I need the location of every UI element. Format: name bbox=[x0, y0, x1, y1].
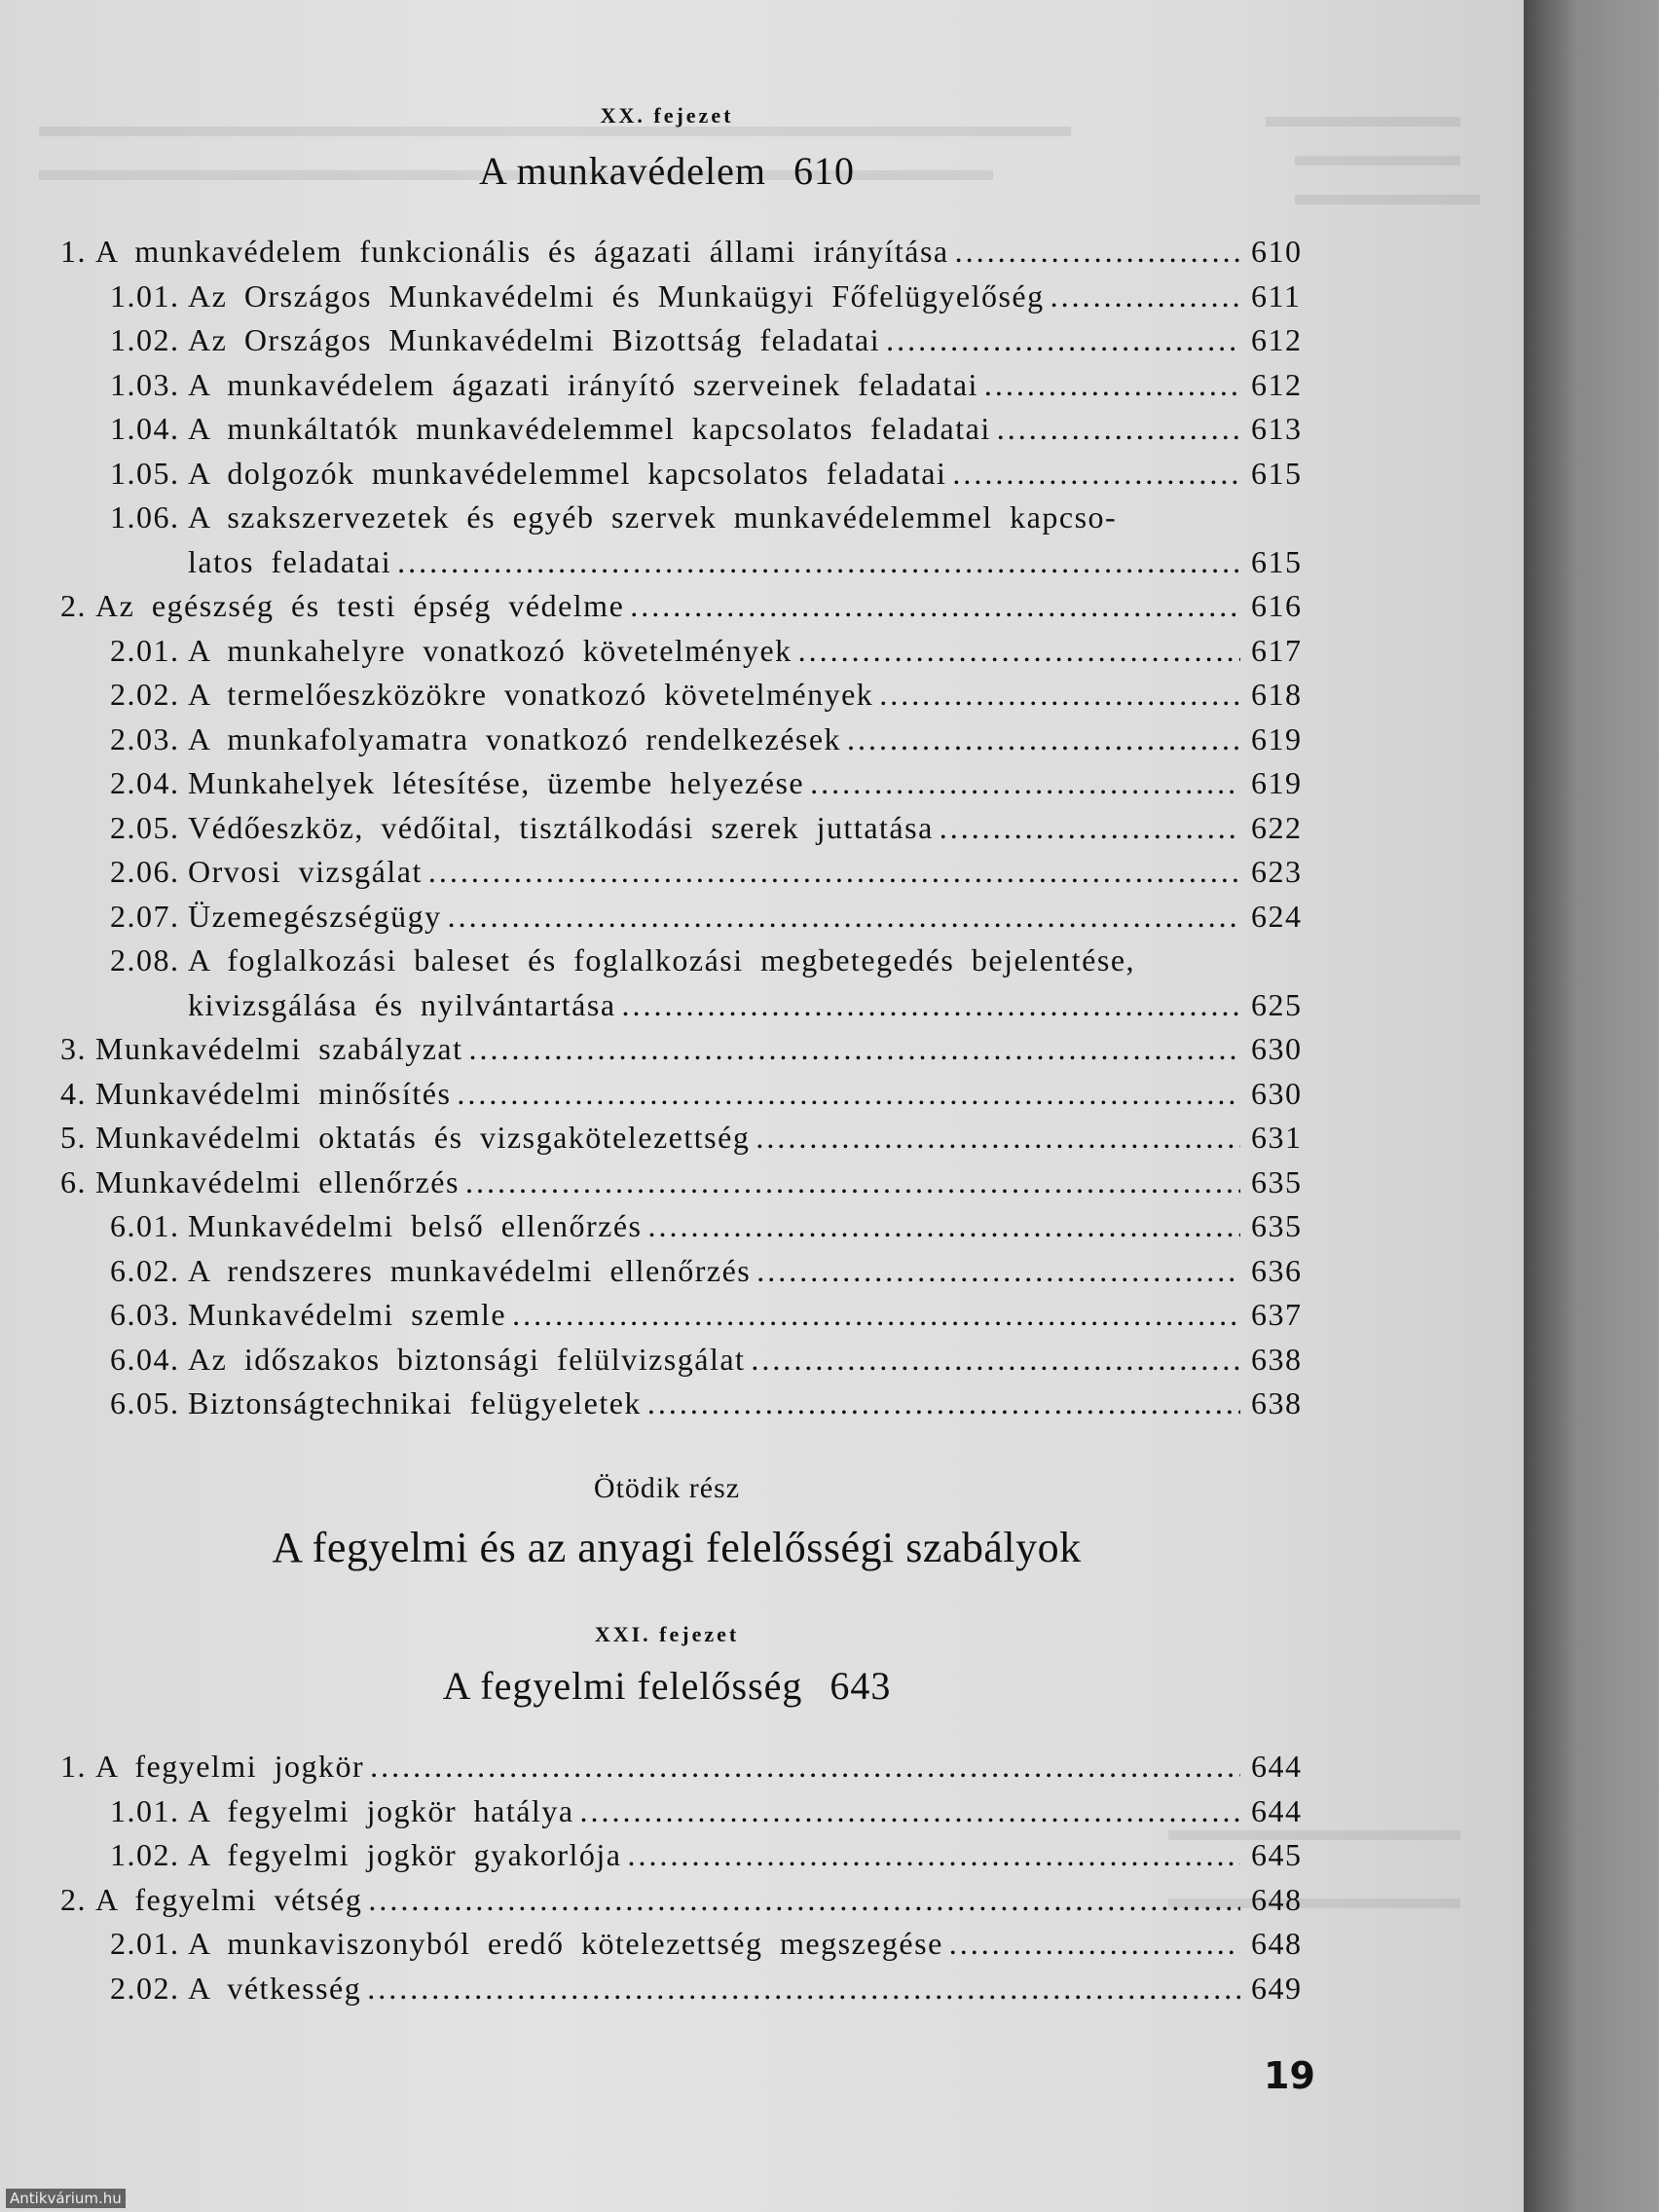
toc-entry-page: 635 bbox=[1251, 1163, 1303, 1199]
toc-entry-page: 618 bbox=[1251, 677, 1303, 712]
dot-leader bbox=[457, 1072, 1240, 1116]
chapter-label: XX. fejezet bbox=[600, 103, 734, 128]
toc-entry-number: 1. bbox=[60, 1749, 87, 1784]
dot-leader bbox=[622, 983, 1240, 1027]
toc-entry-title: latos feladatai bbox=[188, 543, 392, 579]
toc-entry-number: 2. bbox=[60, 1881, 87, 1917]
toc-entry-title: A fegyelmi vétség bbox=[95, 1881, 363, 1917]
toc-entry-title: A szakszervezetek és egyéb szervek munkavédelemmel kapcso- bbox=[188, 499, 1118, 535]
toc-entry-page: 613 bbox=[1251, 411, 1303, 446]
dot-leader bbox=[370, 1745, 1240, 1788]
toc-entry-title: A munkahelyre vonatkozó követelmények bbox=[188, 632, 793, 668]
toc-entry-title: Üzemegészségügy bbox=[188, 898, 442, 934]
toc-entry-title: Munkavédelmi szabályzat bbox=[95, 1031, 463, 1066]
toc-entry-number: 6.03. bbox=[110, 1297, 180, 1332]
toc-entry-title: A dolgozók munkavédelemmel kapcsolatos feladatai bbox=[188, 455, 947, 491]
dot-leader bbox=[630, 584, 1240, 628]
toc-entry-page: 622 bbox=[1251, 809, 1303, 845]
toc-entry-number: 6. bbox=[60, 1163, 87, 1199]
dot-leader bbox=[1051, 275, 1240, 318]
toc-entry-title: A munkavédelem ágazati irányító szerveinek feladatai bbox=[188, 366, 978, 402]
toc-entry-title: Az Országos Munkavédelmi és Munkaügyi Főfelügyelőség bbox=[188, 277, 1045, 313]
chapter-label: XXI. fejezet bbox=[594, 1622, 740, 1646]
toc-entry-title: kivizsgálása és nyilvántartása bbox=[188, 986, 616, 1022]
toc-entry-number: 2.03. bbox=[110, 720, 180, 756]
toc-entry-title: A fegyelmi jogkör gyakorlója bbox=[188, 1837, 622, 1872]
dot-leader bbox=[886, 318, 1240, 362]
toc-entry-page: 644 bbox=[1251, 1792, 1303, 1828]
toc-entry-page: 610 bbox=[1251, 234, 1303, 269]
dot-leader bbox=[627, 1833, 1240, 1877]
toc-entry-number: 6.05. bbox=[110, 1385, 180, 1420]
toc-entry-number: 6.02. bbox=[110, 1252, 180, 1288]
dot-leader bbox=[428, 850, 1240, 894]
dot-leader bbox=[798, 629, 1240, 673]
toc-entry-number: 2.05. bbox=[110, 809, 180, 845]
dot-leader bbox=[949, 1922, 1240, 1966]
dot-leader bbox=[448, 895, 1240, 939]
toc-entry-page: 615 bbox=[1251, 543, 1303, 579]
toc-entry-title: Munkavédelmi belső ellenőrzés bbox=[188, 1208, 643, 1243]
toc-entry-page: 630 bbox=[1251, 1031, 1303, 1066]
dot-leader bbox=[955, 230, 1240, 274]
toc-entry-title: Munkahelyek létesítése, üzembe helyezése bbox=[188, 765, 805, 800]
toc-entry-page: 644 bbox=[1251, 1749, 1303, 1784]
dot-leader bbox=[879, 673, 1240, 717]
toc-entry-page: 635 bbox=[1251, 1208, 1303, 1243]
toc-entry-page: 649 bbox=[1251, 1970, 1303, 2006]
chapter-title: A fegyelmi felelősség 643 bbox=[442, 1664, 892, 1708]
toc-entry-number: 1.04. bbox=[110, 411, 180, 446]
toc-entry-page: 648 bbox=[1251, 1881, 1303, 1917]
dot-leader bbox=[367, 1967, 1240, 2010]
toc-entry-title: A vétkesség bbox=[188, 1970, 362, 2006]
toc-entry-number: 3. bbox=[60, 1031, 87, 1066]
toc-entry-page: 612 bbox=[1251, 322, 1303, 357]
toc-entry-number: 1.05. bbox=[110, 455, 180, 491]
dot-leader bbox=[468, 1027, 1240, 1071]
toc-entry-page: 617 bbox=[1251, 632, 1303, 668]
dot-leader bbox=[647, 1382, 1240, 1425]
toc-entry-page: 619 bbox=[1251, 720, 1303, 756]
toc-entry-page: 638 bbox=[1251, 1341, 1303, 1377]
toc-entry-page: 619 bbox=[1251, 765, 1303, 800]
toc-entry-number: 2. bbox=[60, 588, 87, 623]
toc-entry-title: A fegyelmi jogkör bbox=[95, 1749, 365, 1784]
page-number: 19 bbox=[1264, 2054, 1315, 2097]
dot-leader bbox=[368, 1878, 1240, 1922]
watermark: Antikvárium.hu bbox=[6, 2189, 126, 2208]
toc-entry-title: Munkavédelmi ellenőrzés bbox=[95, 1163, 460, 1199]
toc-entry-page: 625 bbox=[1251, 986, 1303, 1022]
dot-leader bbox=[997, 407, 1240, 451]
toc-entry-number: 1.01. bbox=[110, 277, 180, 313]
toc-entry-title: Biztonságtechnikai felügyeletek bbox=[188, 1385, 642, 1420]
dot-leader bbox=[397, 540, 1240, 584]
toc-entry-number: 2.01. bbox=[110, 632, 180, 668]
toc-entry-number: 2.06. bbox=[110, 854, 180, 889]
dot-leader bbox=[940, 806, 1240, 850]
chapter-title: A munkavédelem 610 bbox=[478, 149, 856, 193]
toc-entry-page: 645 bbox=[1251, 1837, 1303, 1872]
dot-leader bbox=[512, 1293, 1240, 1337]
toc-entry-page: 630 bbox=[1251, 1075, 1303, 1111]
toc-entry-number: 4. bbox=[60, 1075, 87, 1111]
dot-leader bbox=[756, 1116, 1240, 1160]
toc-entry-number: 2.01. bbox=[110, 1926, 180, 1961]
page-edge-shadow bbox=[1524, 0, 1659, 2212]
toc-entry-page: 616 bbox=[1251, 588, 1303, 623]
dot-leader bbox=[810, 761, 1240, 805]
toc-entry-number: 2.07. bbox=[110, 898, 180, 934]
toc-entry-number: 1.01. bbox=[110, 1792, 180, 1828]
toc-entry-title: Védőeszköz, védőital, tisztálkodási szerek juttatása bbox=[188, 809, 934, 845]
toc-entry-title: Az egészség és testi épség védelme bbox=[95, 588, 625, 623]
toc-entry-page: 648 bbox=[1251, 1926, 1303, 1961]
toc-entry-number: 1.06. bbox=[110, 499, 180, 535]
toc-entry-number: 2.02. bbox=[110, 1970, 180, 2006]
toc-entry-title: Az Országos Munkavédelmi Bizottság feladatai bbox=[188, 322, 881, 357]
dot-leader bbox=[984, 363, 1240, 407]
toc-entry-page: 636 bbox=[1251, 1252, 1303, 1288]
dot-leader bbox=[756, 1249, 1240, 1293]
toc-entry-page: 637 bbox=[1251, 1297, 1303, 1332]
toc-entry-number: 1.03. bbox=[110, 366, 180, 402]
toc-entry-page: 611 bbox=[1251, 277, 1302, 313]
toc-entry-page: 615 bbox=[1251, 455, 1303, 491]
toc-entry-number: 2.04. bbox=[110, 765, 180, 800]
toc-entry-number: 1.02. bbox=[110, 1837, 180, 1872]
toc-entry-page: 624 bbox=[1251, 898, 1303, 934]
toc-entry-title: A munkáltatók munkavédelemmel kapcsolatos feladatai bbox=[188, 411, 991, 446]
toc-entry-title: A munkaviszonyból eredő kötelezettség megszegése bbox=[188, 1926, 943, 1961]
part-title: A fegyelmi és az anyagi felelősségi szabályok bbox=[272, 1524, 1082, 1571]
toc-entry-title: Munkavédelmi oktatás és vizsgakötelezettség bbox=[95, 1120, 751, 1155]
toc-entry-title: A munkafolyamatra vonatkozó rendelkezések bbox=[188, 720, 842, 756]
toc-entry-title: Munkavédelmi minősítés bbox=[95, 1075, 452, 1111]
toc-entry-number: 5. bbox=[60, 1120, 87, 1155]
dot-leader bbox=[751, 1338, 1240, 1382]
dot-leader bbox=[580, 1789, 1240, 1833]
toc-entry-title: Munkavédelmi szemle bbox=[188, 1297, 507, 1332]
toc-entry-number: 1.02. bbox=[110, 322, 180, 357]
toc-entry-page: 631 bbox=[1251, 1120, 1303, 1155]
toc-entry-title: Orvosi vizsgálat bbox=[188, 854, 423, 889]
toc-entry-number: 2.02. bbox=[110, 677, 180, 712]
toc-entry-title: Az időszakos biztonsági felülvizsgálat bbox=[188, 1341, 746, 1377]
toc-entry-title: A termelőeszközökre vonatkozó követelmények bbox=[188, 677, 874, 712]
part-label: Ötödik rész bbox=[593, 1472, 741, 1504]
toc-entry-number: 6.01. bbox=[110, 1208, 180, 1243]
toc-entry-title: A foglalkozási baleset és foglalkozási megbetegedés bejelentése, bbox=[188, 942, 1136, 977]
toc-entry-page: 638 bbox=[1251, 1385, 1303, 1420]
toc-entry-number: 1. bbox=[60, 234, 87, 269]
toc-entry-title: A rendszeres munkavédelmi ellenőrzés bbox=[188, 1252, 752, 1288]
dot-leader bbox=[952, 452, 1240, 496]
toc-entry-page: 612 bbox=[1251, 366, 1303, 402]
toc-entry-page: 623 bbox=[1251, 854, 1303, 889]
toc-entry-title: A fegyelmi jogkör hatálya bbox=[188, 1792, 574, 1828]
dot-leader bbox=[647, 1204, 1240, 1248]
toc-entry-title: A munkavédelem funkcionális és ágazati állami irányítása bbox=[95, 234, 949, 269]
dot-leader bbox=[465, 1161, 1240, 1204]
toc-entry-number: 6.04. bbox=[110, 1341, 180, 1377]
toc-entry-number: 2.08. bbox=[110, 942, 180, 977]
dot-leader bbox=[847, 718, 1240, 761]
